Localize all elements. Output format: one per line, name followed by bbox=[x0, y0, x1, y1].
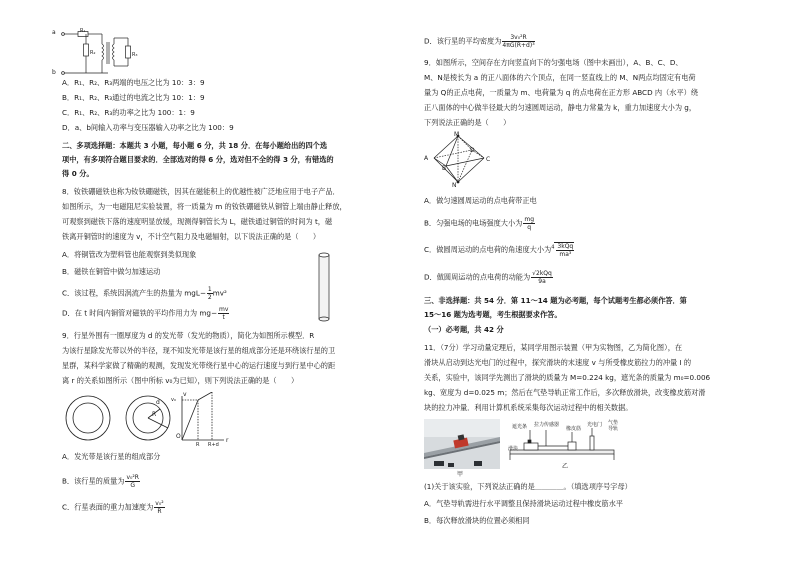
octa-label-c: C bbox=[486, 156, 491, 163]
q11-stem-line2: 滑块从启动到达光电门的过程中，探究滑块的末速度 v 与所受橡皮筋拉力的冲量 I 的 bbox=[424, 358, 692, 367]
q9-stem-line4: 离 r 的关系如图所示（图中所标 v₀为已知），则下列说法正确的是（ ） bbox=[62, 376, 299, 385]
octa-label-b: B bbox=[442, 165, 447, 172]
q11-part1: (1)关于该实验，下列说法正确的是＿＿＿＿。（填选项序号字母） bbox=[424, 482, 632, 491]
q10-stem-line4: 正八面体的中心做半径最大的匀速圆周运动，静电力常量为 k，重力加速度大小为 g， bbox=[424, 103, 697, 112]
copper-tube-figure bbox=[318, 252, 330, 322]
q11-stem-line1: 11．（7分）学习动量定理后，某同学用图示装置（甲为实物图，乙为简化图），在 bbox=[424, 343, 683, 352]
q10-option-d: D．做圆周运动的点电荷的动能为 $\frac{\text{√2kQq}}{9a}$ bbox=[424, 270, 552, 285]
q8-option-d: D．在 t 时间内铜管对磁铁的平均作用力为 mg− $\frac{mv}{t}$ bbox=[62, 306, 229, 321]
graph-label-v: v bbox=[183, 391, 187, 398]
label-r2: R₂ bbox=[90, 50, 96, 56]
q10-stem-line2: M、N是棱长为 a 的正八面体的六个顶点，在同一竖直线上的 M、N两点均固定有电荷 bbox=[424, 73, 696, 82]
section2-line2: 项中，有多项符合题目要求的．全部选对的得 6 分，选对但不全的得 3 分，有错选的 bbox=[62, 155, 334, 164]
q9-option-d: D．该行星的平均密度为 $\frac{\text{3v₀²R}}{\text{4πG(R+d)³}}$ bbox=[424, 34, 535, 49]
graph-label-v0: v₀ bbox=[171, 397, 176, 403]
octa-label-m: M bbox=[454, 131, 460, 138]
q11-option-a: A．气垫导轨需进行水平调整且保持滑块运动过程中橡皮筋水平 bbox=[424, 499, 623, 508]
q9-stem-line2: 为该行星除发光带以外的半径，现不知发光带是该行星的组成部分还是环绕该行星的卫 bbox=[62, 346, 336, 355]
q10-stem-line3: 量为 Q的正点电荷，一质量为 m、电荷量为 q 的点电荷在正方形 ABCD 内（水平）绕 bbox=[424, 88, 699, 97]
label-sensor: 拉力传感器 bbox=[534, 422, 560, 428]
q10-option-c: C．做圆周运动的点电荷的角速度大小为$^4$ $\frac{\text{3kQq}}{\text{ma³}}$ bbox=[424, 243, 574, 258]
label-jia: 甲 bbox=[457, 471, 464, 478]
q9-stem-line3: 星群，某科学家做了精确的观测，发现发光带绕行星中心的运行速度与到行星中心的距 bbox=[62, 361, 336, 370]
section2-line3: 得 0 分。 bbox=[62, 169, 94, 178]
label-yi: 乙 bbox=[562, 463, 569, 470]
graph-label-r: r bbox=[226, 437, 229, 444]
q7-option-b: B．R₁、R₂、R₃通过的电流之比为 10：1：9 bbox=[62, 93, 205, 102]
graph-label-rr: R bbox=[196, 442, 200, 448]
q11-stem-line5: 块的拉力冲量．利用计算机系统采集每次运动过程中的相关数据。 bbox=[424, 403, 633, 412]
graph-label-o: O bbox=[176, 433, 181, 440]
graph-label-rrd: R+d bbox=[208, 442, 219, 448]
label-r3: R₃ bbox=[132, 52, 138, 58]
q7-option-c: C．R₁、R₂、R₃的功率之比为 100：1：9 bbox=[62, 108, 195, 117]
q8-stem-line3: 可观察到磁铁下落的速度明显放缓，现测得铜管长为 L，磁铁通过铜管的时间为 t，磁 bbox=[62, 217, 333, 226]
q10-stem-line5: 下列说法正确的是（ ） bbox=[424, 118, 511, 127]
octahedron-figure bbox=[428, 132, 494, 186]
q9-stem-line1: 9．行星外围有一圈厚度为 d 的发光带（发光的物质），简化为如图所示模型．R bbox=[62, 331, 315, 340]
section3-subheading: （一）必考题，共 42 分 bbox=[424, 325, 504, 334]
label-r1: R₁ bbox=[80, 28, 86, 34]
q9-option-c: C．行星表面的重力加速度为 $\frac{\text{v₀²}}{R}$ bbox=[62, 500, 164, 515]
q9-option-a: A．发光带是该行星的组成部分 bbox=[62, 452, 161, 461]
planet-ring-figure bbox=[64, 392, 274, 444]
q10-option-b: B．匀强电场的电场强度大小为 $\frac{mg}{q}$ bbox=[424, 216, 535, 231]
label-shade: 遮光条 bbox=[512, 424, 528, 430]
q11-option-b: B．每次释放滑块的位置必须相同 bbox=[424, 516, 530, 525]
ring-label-d: d bbox=[156, 399, 160, 406]
octa-label-d: D bbox=[470, 147, 475, 154]
q8-option-b: B．磁铁在铜管中做匀加速运动 bbox=[62, 267, 161, 276]
q8-stem-line1: 8．钕铁硼磁铁也称为钕铁硼磁铁，因其在磁能积上的优越性被广泛地应用于电子产品． bbox=[62, 187, 340, 196]
octa-label-n: N bbox=[452, 182, 457, 189]
q8-stem-line2: 如图所示，为一电磁阻尼实验装置，将一质量为 m 的钕铁硼磁铁从铜管上端由静止释放， bbox=[62, 202, 347, 211]
q11-stem-line4: kg、宽度为 d=0.025 m；然后在气垫导轨正常工作后，多次释放滑块，改变橡皮筋对滑 bbox=[424, 388, 706, 397]
apparatus-photo bbox=[424, 419, 500, 469]
label-a: a bbox=[52, 29, 56, 36]
label-b: b bbox=[52, 69, 56, 76]
label-band: 橡皮筋 bbox=[566, 426, 582, 432]
label-rail: 气垫导轨 bbox=[608, 420, 619, 432]
q8-option-a: A．将铜管改为塑料管也能观察到类似现象 bbox=[62, 250, 197, 259]
label-slider: 滑块 bbox=[508, 446, 519, 452]
label-gate: 光电门 bbox=[587, 422, 603, 428]
q9-option-b: B．该行星的质量为 $\frac{\text{v₀²R}}{G}$ bbox=[62, 474, 139, 489]
section3-heading: 三、非选择题：共 54 分．第 11～14 题为必考题，每个试题考生都必须作答．第 bbox=[424, 296, 687, 305]
q8-option-c: C．该过程，系统因涡流产生的热量为 mgL− $\frac{1}{2}$ mv² bbox=[62, 286, 227, 301]
octa-label-a: A bbox=[424, 155, 429, 162]
q10-option-a: A．做匀速圆周运动的点电荷带正电 bbox=[424, 196, 537, 205]
ring-label-r: R bbox=[152, 411, 157, 418]
section2-heading: 二、多项选择题：本题共 3 小题，每小题 6 分，共 18 分．在每小题给出的四个选 bbox=[62, 141, 328, 150]
section3-line2: 15～16 题为选考题，考生根据要求作答。 bbox=[424, 310, 562, 319]
q11-stem-line3: 关系，实验中，该同学先测出了滑块的质量为 M=0.224 kg，遮光条的质量为 m₀=0.006 bbox=[424, 373, 711, 382]
q10-stem-line1: 9．如图所示，空间存在方向竖直向下的匀强电场（图中未画出），A、B、C、D、 bbox=[424, 58, 683, 67]
q8-stem-line4: 铁离开铜管时的速度为 v，不计空气阻力及电磁辐射，以下说法正确的是（ ） bbox=[62, 232, 321, 241]
q7-option-a: A．R₁、R₂、R₃两端的电压之比为 10：3：9 bbox=[62, 78, 205, 87]
q7-option-d: D．a、b间输入功率与变压器输入功率之比为 100：9 bbox=[62, 123, 234, 132]
